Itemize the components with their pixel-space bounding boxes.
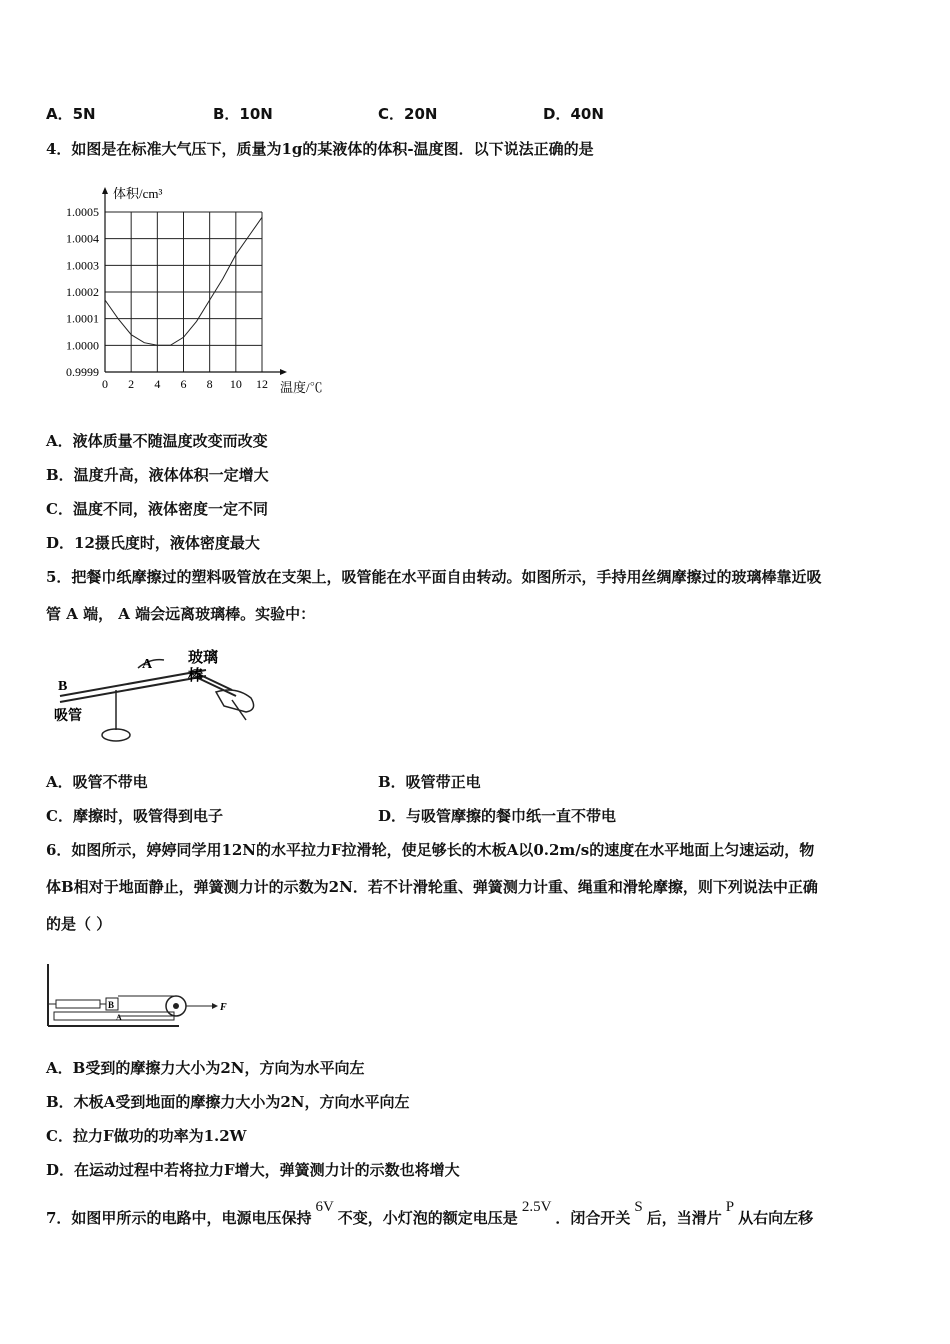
q5-option-a: A．吸管不带电 bbox=[46, 773, 148, 791]
q7-voltage-2-5v: 2.5V bbox=[521, 1199, 552, 1215]
y-tick-label: 1.0002 bbox=[66, 285, 99, 299]
q6-label-a: A bbox=[116, 1013, 122, 1022]
q4-option-b: B．温度升高，液体体积一定增大 bbox=[46, 466, 269, 484]
q5-label-a: A bbox=[142, 657, 153, 672]
q6-option-a: A．B受到的摩擦力大小为2N，方向为水平向左 bbox=[46, 1059, 365, 1077]
q4-volume-temperature-chart bbox=[50, 180, 340, 405]
q3-option-b: B．10N bbox=[213, 105, 273, 123]
q5-option-d: D．与吸管摩擦的餐巾纸一直不带电 bbox=[378, 807, 617, 825]
y-tick-label: 1.0005 bbox=[66, 205, 99, 219]
q5-option-b: B．吸管带正电 bbox=[378, 773, 481, 791]
x-tick-label: 12 bbox=[256, 377, 268, 391]
q7-part2: 不变，小灯泡的额定电压是 bbox=[337, 1209, 518, 1227]
q6-label-f: F bbox=[220, 1002, 227, 1013]
q6-option-b: B．木板A受到地面的摩擦力大小为2N，方向水平向左 bbox=[46, 1093, 410, 1111]
q5-option-c: C．摩擦时，吸管得到电子 bbox=[46, 807, 223, 825]
x-tick-label: 8 bbox=[206, 377, 213, 391]
q4-option-c: C．温度不同，液体密度一定不同 bbox=[46, 500, 268, 518]
y-tick-label: 1.0000 bbox=[66, 338, 99, 353]
x-tick-label: 0 bbox=[102, 377, 108, 391]
q5-stem-line1: 5．把餐巾纸摩擦过的塑料吸管放在支架上，吸管能在水平面自由转动。如图所示，手持用丝绸摩擦过的玻璃棒靠近吸 bbox=[46, 568, 822, 586]
y-axis-arrow bbox=[102, 187, 108, 194]
x-tick-label: 10 bbox=[229, 377, 242, 391]
q7-part5: 从右向左移 bbox=[738, 1209, 814, 1227]
q5-straw-figure bbox=[46, 640, 266, 750]
q5-label-rod-line1: 玻璃 bbox=[188, 650, 219, 666]
q5-label-straw: 吸管 bbox=[54, 709, 82, 724]
q7-stem bbox=[46, 1199, 814, 1229]
q5-stem-line2: 管 A 端， A 端会远离玻璃棒。实验中： bbox=[46, 605, 316, 623]
q3-option-a: A．5N bbox=[46, 105, 96, 123]
chart-grid bbox=[105, 212, 262, 372]
chart-y-label: 体积/cm³ bbox=[113, 186, 163, 201]
y-tick-label: 1.0004 bbox=[66, 231, 99, 246]
q7-voltage-6v: 6V bbox=[315, 1199, 334, 1215]
q6-stem-line2: 体B相对于地面静止，弹簧测力计的示数为2N．若不计滑轮重、弹簧测力计重、绳重和滑轮摩擦，则下列说法中正确 bbox=[46, 878, 818, 896]
q7-part1: 7．如图甲所示的电路中，电源电压保持 bbox=[46, 1209, 312, 1227]
q6-option-c: C．拉力F做功的功率为1.2W bbox=[46, 1127, 247, 1145]
chart-x-label: 温度/℃ bbox=[280, 380, 323, 395]
q7-slider-p: P bbox=[725, 1199, 735, 1215]
chart-axes bbox=[102, 187, 287, 375]
x-tick-label: 4 bbox=[154, 377, 161, 391]
q4-option-d: D．12摄氏度时，液体密度最大 bbox=[46, 534, 260, 552]
q3-option-d: D．40N bbox=[543, 105, 604, 123]
q7-part3: ．闭合开关 bbox=[555, 1209, 631, 1227]
q6-pulley-figure bbox=[44, 960, 234, 1030]
q5-label-b: B bbox=[58, 679, 68, 694]
x-axis-arrow bbox=[280, 369, 287, 375]
q7-part4: 后，当滑片 bbox=[646, 1209, 722, 1227]
y-tick-label: 0.9999 bbox=[66, 365, 99, 379]
q7-switch-s: S bbox=[634, 1199, 643, 1215]
q6-option-d: D．在运动过程中若将拉力F增大，弹簧测力计的示数也将增大 bbox=[46, 1161, 460, 1179]
q4-stem: 4．如图是在标准大气压下，质量为1g的某液体的体积-温度图．以下说法正确的是 bbox=[46, 140, 594, 158]
x-tick-label: 6 bbox=[180, 377, 187, 391]
q6-label-b: B bbox=[108, 1000, 115, 1010]
q6-stem-line3: 的是（ ） bbox=[46, 915, 112, 933]
chart-ticks bbox=[66, 205, 268, 391]
q5-label-rod-line2: 棒 bbox=[188, 668, 204, 684]
x-tick-label: 2 bbox=[128, 377, 135, 391]
q4-option-a: A．液体质量不随温度改变而改变 bbox=[46, 432, 268, 450]
y-tick-label: 1.0003 bbox=[66, 258, 99, 273]
q6-stem-line1: 6．如图所示，婷婷同学用12N的水平拉力F拉滑轮，使足够长的木板A以0.2m/s的速度在水平地面上匀速运动，物 bbox=[46, 841, 815, 859]
q3-option-c: C．20N bbox=[378, 105, 438, 123]
y-tick-label: 1.0001 bbox=[66, 311, 99, 326]
